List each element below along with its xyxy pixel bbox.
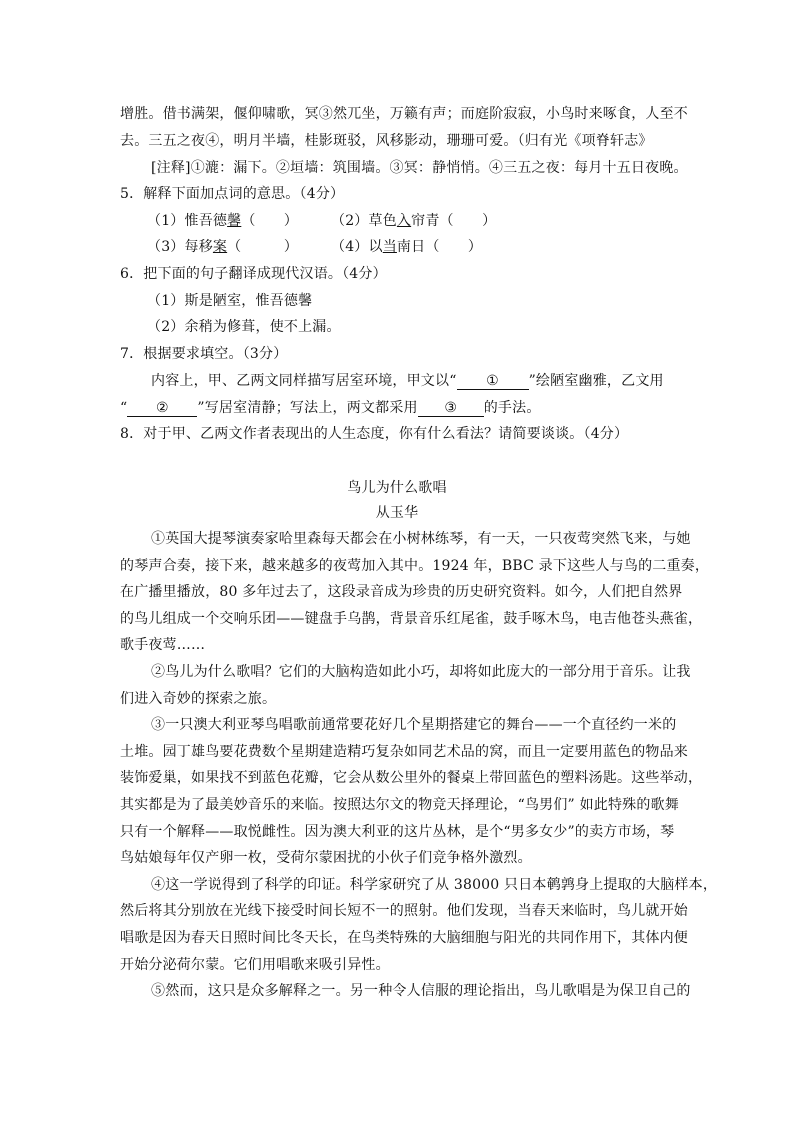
question-8-stem: 8．对于甲、乙两文作者表现出的人生态度，你有什么看法？请简要谈谈。（4分） <box>120 426 629 442</box>
fill-blank-3: ③ <box>418 400 484 417</box>
paragraph-line: ④这一学说得到了科学的印证。科学家研究了从 38000 只日本鹌鹑身上提取的大脑样本， <box>151 877 718 893</box>
paragraph-line: 在广播里播放，80 多年过去了，这段录音成为珍贵的历史研究资料。如今，人们把自然界 <box>120 584 683 600</box>
dotted-word: 案 <box>212 239 228 255</box>
question-7-line-1 <box>151 371 664 391</box>
paragraph-line: 开始分泌荷尔蒙。它们用唱歌来吸引异性。 <box>120 957 390 973</box>
paragraph-line: 的鸟儿组成一个交响乐团——键盘手乌鹊，背景音乐红尾雀，鼓手啄木鸟，电吉他苍头燕雀， <box>120 611 703 627</box>
question-5-item-2 <box>331 211 496 231</box>
fill-blank-1: ① <box>457 373 529 390</box>
annotation-notes: [注释]①漉：漏下。②垣墙：筑围墙。③冥：静悄悄。④三五之夜：每月十五日夜晚。 <box>151 160 688 176</box>
text-segment: ”绘陋室幽雅，乙文用 <box>528 373 664 389</box>
question-6-stem: 6．把下面的句子翻译成现代汉语。（4分） <box>120 266 387 282</box>
dotted-word: 当 <box>382 239 397 255</box>
paragraph-line: 土堆。园丁雄鸟要花费数个星期建造精巧复杂如同艺术品的窝，而且一定要用蓝色的物品来 <box>120 744 688 760</box>
paragraph-line: 只有一个解释——取悦雌性。因为澳大利亚的这片丛林，是个“男多女少”的卖方市场，琴 <box>120 824 675 840</box>
fill-blank-2: ② <box>127 400 197 417</box>
text-segment: “ <box>120 400 128 416</box>
paragraph-line: 然后将其分别放在光线下接受时间长短不一的照射。他们发现，当春天来临时，鸟儿就开始 <box>120 903 688 919</box>
paragraph-line: 唱歌是因为春天日照时间比冬天长，在鸟类特殊的大脑细胞与阳光的共同作用下，其体内便 <box>120 930 688 946</box>
text-segment: ”写居室清静；写法上，两文都采用 <box>197 400 418 416</box>
paragraph-line: 装饰爱巢，如果找不到蓝色花瓣，它会从数公里外的餐桌上带回蓝色的塑料汤匙。这些举动， <box>120 770 703 786</box>
item-prefix: （3）每移 <box>147 239 213 255</box>
answer-blank: （ ） <box>241 213 299 229</box>
answer-blank: 帘青（ ） <box>411 213 497 229</box>
question-5-item-3 <box>147 237 298 257</box>
dotted-word: 馨 <box>227 213 242 229</box>
item-prefix: （1）惟吾德 <box>147 213 228 229</box>
question-5-stem: 5．解释下面加点词的意思。（4分） <box>120 186 345 202</box>
classical-text-line: 去。三五之夜④，明月半墙，桂影斑驳，风移影动，珊珊可爱。（归有光《项脊轩志》 <box>120 133 653 149</box>
answer-blank: 南日（ ） <box>396 239 483 255</box>
question-5-item-1 <box>147 211 298 231</box>
question-7-stem: 7．根据要求填空。（3分） <box>120 346 288 362</box>
question-5-item-4 <box>331 237 482 257</box>
paragraph-line: ③一只澳大利亚琴鸟唱歌前通常要花好几个星期搭建它的舞台——一个直径约一米的 <box>151 717 677 733</box>
paragraph-line: 们进入奇妙的探索之旅。 <box>120 691 277 707</box>
text-segment: 内容上，甲、乙两文同样描写居室环境，甲文以“ <box>151 373 457 389</box>
classical-text-line: 增胜。借书满架，偃仰啸歌，冥③然兀坐，万籁有声；而庭阶寂寂，小鸟时来啄食，人至不 <box>120 106 688 122</box>
paragraph-line: 鸟姑娘每年仅产卵一枚，受荷尔蒙困扰的小伙子们竞争格外激烈。 <box>120 850 532 866</box>
answer-blank: （ ） <box>227 239 299 255</box>
paragraph-line: 的琴声合奏，接下来，越来越多的夜莺加入其中。1924 年，BBC 录下这些人与鸟的二重奏， <box>120 558 710 574</box>
item-prefix: （4）以 <box>331 239 383 255</box>
question-6-item-1: （1）斯是陋室，惟吾德馨 <box>147 293 313 309</box>
article-title: 鸟儿为什么歌唱 <box>347 480 447 496</box>
paragraph-line: ②鸟儿为什么歌唱？它们的大脑构造如此小巧，却将如此庞大的一部分用于音乐。让我 <box>151 664 691 680</box>
paragraph-line: ①英国大提琴演奏家哈里森每天都会在小树林练琴，有一天，一只夜莺突然飞来，与她 <box>151 531 691 547</box>
question-6-item-2: （2）余稍为修葺，使不上漏。 <box>147 319 341 335</box>
paragraph-line: 其实都是为了最美妙音乐的来临。按照达尔文的物竞天择理论，“鸟男们” 如此特殊的歌舞 <box>120 797 679 813</box>
text-segment: 的手法。 <box>483 400 541 416</box>
paragraph-line: 歌手夜莺…… <box>120 637 206 653</box>
article-author: 从玉华 <box>375 505 419 521</box>
dotted-word: 入 <box>396 213 412 229</box>
question-7-line-2 <box>120 398 541 418</box>
item-prefix: （2）草色 <box>331 213 397 229</box>
paragraph-line: ⑤然而，这只是众多解释之一。另一种令人信服的理论指出，鸟儿歌唱是为保卫自己的 <box>151 983 691 999</box>
